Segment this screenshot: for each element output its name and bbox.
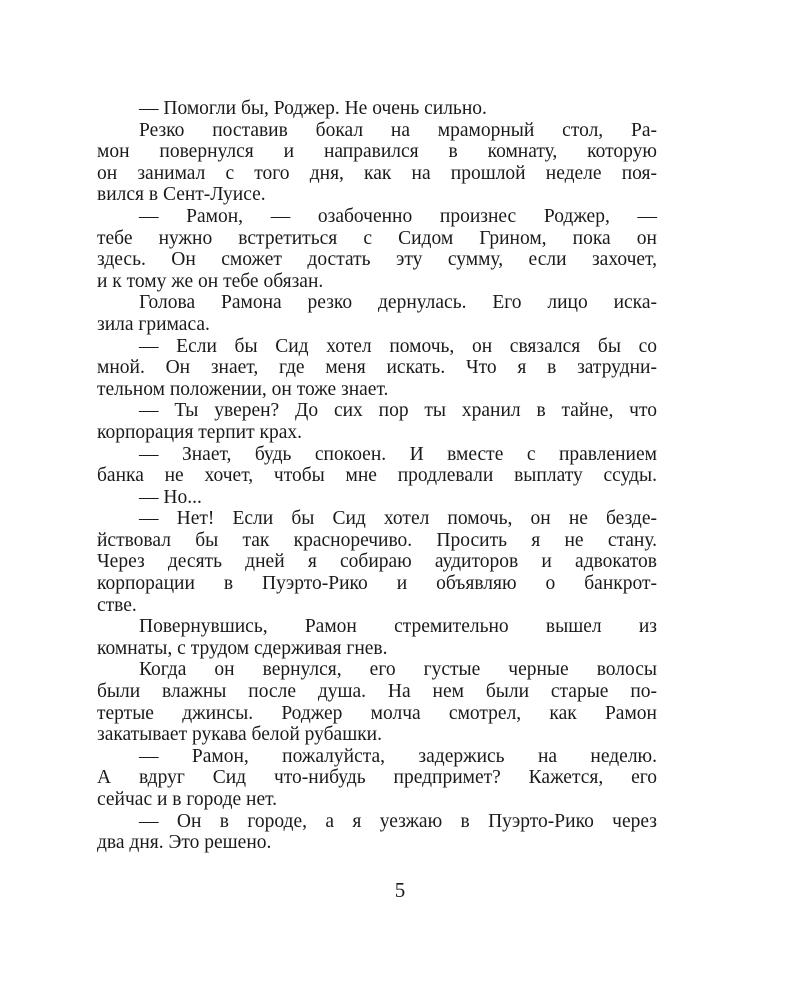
text-line: — Рамон, — озабоченно произнес Роджер, — bbox=[139, 205, 657, 227]
text-line: вился в Сент-Луисе. bbox=[97, 184, 266, 206]
text-line: тельном положении, он тоже знает. bbox=[97, 378, 389, 400]
text-line: — Но... bbox=[139, 486, 202, 508]
text-line: мной. Он знает, где меня искать. Что я в затрудни- bbox=[97, 357, 657, 379]
text-line: закатывает рукава белой рубашки. bbox=[97, 724, 382, 746]
text-line: Резко поставив бокал на мраморный стол, Ра- bbox=[139, 119, 657, 141]
text-line: тертые джинсы. Роджер молча смотрел, как Рамон bbox=[97, 702, 657, 724]
book-page-text bbox=[97, 98, 657, 854]
text-line: Повернувшись, Рамон стремительно вышел из bbox=[139, 616, 657, 638]
page-number: 5 bbox=[394, 878, 406, 902]
text-line: — Помогли бы, Роджер. Не очень сильно. bbox=[139, 98, 487, 119]
text-line: А вдруг Сид что-нибудь предпримет? Кажется, его bbox=[97, 767, 657, 789]
text-line: здесь. Он сможет достать эту сумму, если захочет, bbox=[97, 249, 657, 271]
text-line: тебе нужно встретиться с Сидом Грином, пока он bbox=[97, 227, 657, 249]
text-line: Голова Рамона резко дернулась. Его лицо иска- bbox=[139, 292, 657, 314]
text-line: — Нет! Если бы Сид хотел помочь, он не безде- bbox=[139, 508, 657, 530]
text-line: были влажны после душа. На нем были старые по- bbox=[97, 681, 657, 703]
text-line: — Знает, будь спокоен. И вместе с правлением bbox=[139, 443, 657, 465]
text-line: — Если бы Сид хотел помочь, он связался бы со bbox=[139, 335, 657, 357]
text-line: — Ты уверен? До сих пор ты хранил в тайне, что bbox=[139, 400, 657, 422]
text-line: Через десять дней я собираю аудиторов и адвокатов bbox=[97, 551, 657, 573]
text-line: стве. bbox=[97, 594, 137, 616]
text-line: два дня. Это решено. bbox=[97, 832, 272, 854]
text-line: — Рамон, пожалуйста, задержись на неделю. bbox=[139, 745, 657, 767]
text-line: корпорация терпит крах. bbox=[97, 421, 302, 443]
text-line: банка не хочет, чтобы мне продлевали выплату ссуды. bbox=[97, 465, 657, 487]
text-line: Когда он вернулся, его густые черные волосы bbox=[139, 659, 657, 681]
text-line: корпорации в Пуэрто-Рико и объявляю о банкрот- bbox=[97, 573, 657, 595]
text-line: сейчас и в городе нет. bbox=[97, 789, 278, 810]
text-line: йствовал бы так красноречиво. Просить я не стану. bbox=[97, 529, 657, 551]
text-line: — Он в городе, а я уезжаю в Пуэрто-Рико через bbox=[139, 810, 657, 832]
text-line: мон повернулся и направился в комнату, которую bbox=[97, 141, 657, 163]
text-line: и к тому же он тебе обязан. bbox=[97, 270, 324, 292]
text-line: он занимал с того дня, как на прошлой неделе поя- bbox=[97, 162, 657, 184]
text-line: комнаты, с трудом сдерживая гнев. bbox=[97, 637, 388, 659]
text-line: зила гримаса. bbox=[97, 313, 210, 335]
